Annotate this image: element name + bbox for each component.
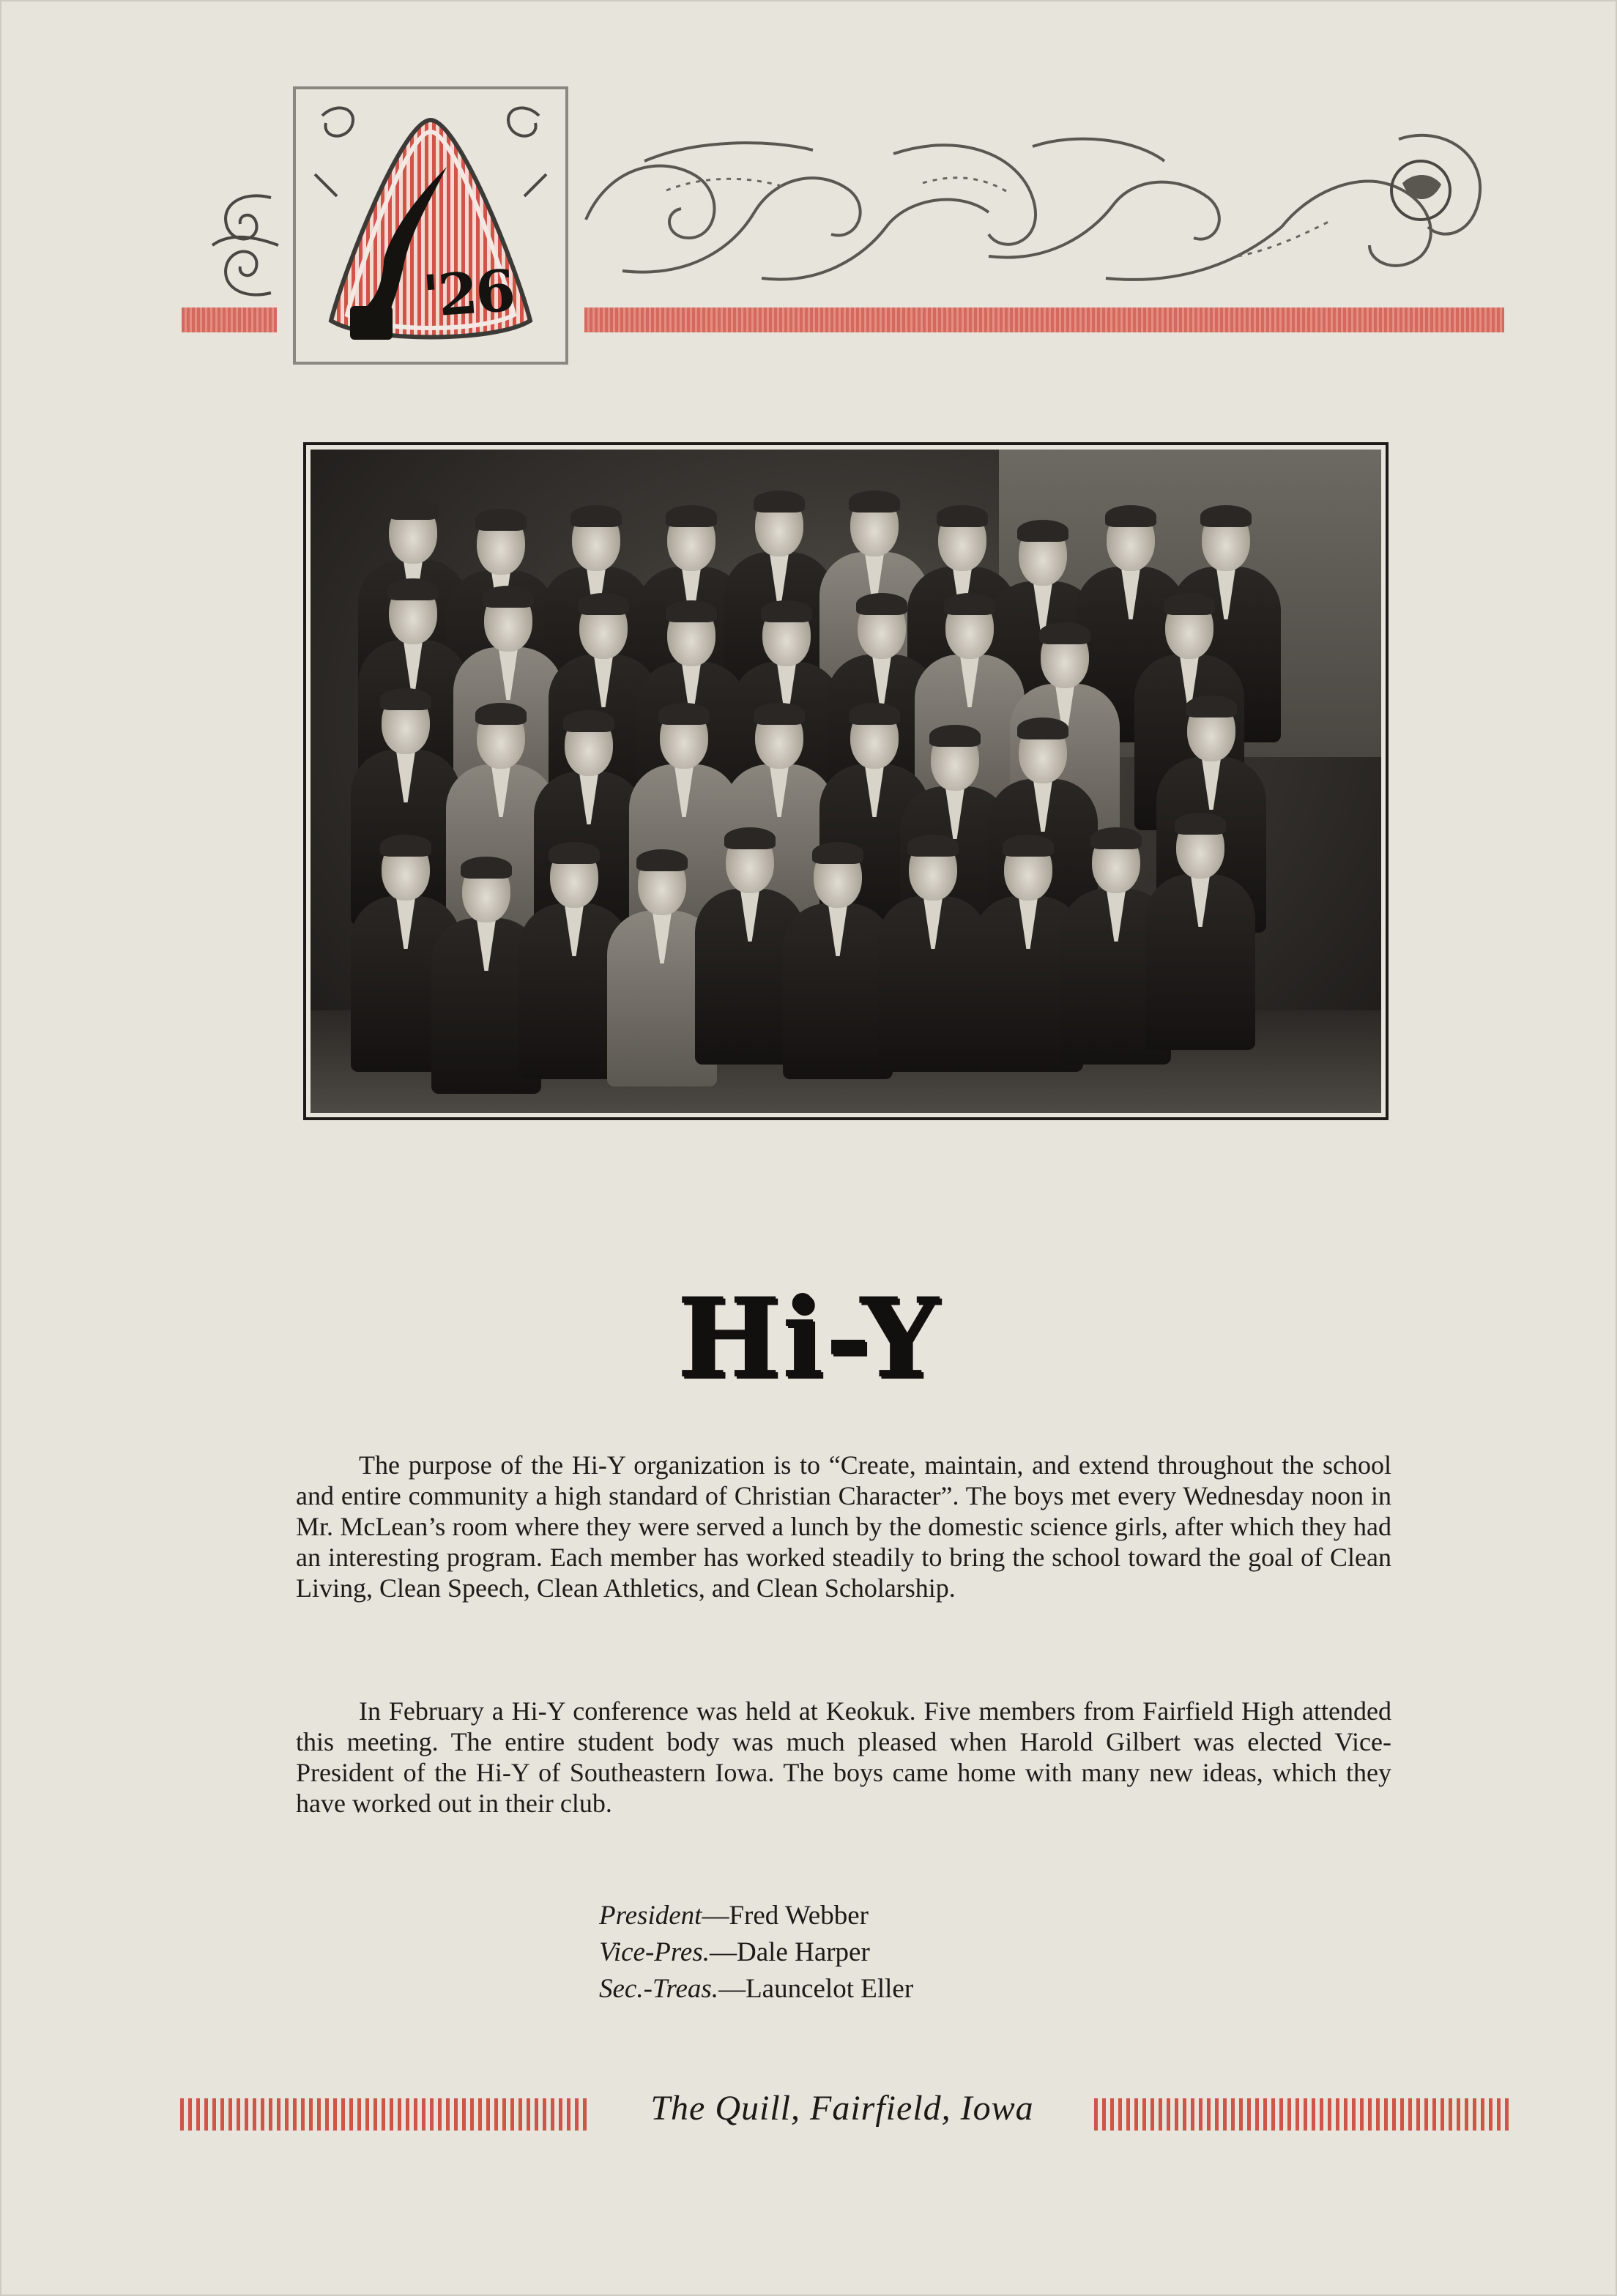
officer-name: —Launcelot Eller	[718, 1974, 914, 2004]
officer-entry	[599, 1934, 913, 1971]
scroll-ornament-right-icon	[579, 110, 1501, 308]
officer-role: President	[599, 1901, 702, 1931]
body-paragraph: The purpose of the Hi-Y organization is to “Create, maintain, and extend throughout the school and entire community a high standard of Christian Character”. The boys met every Wednesday noon in Mr. McLean’s room where they were served a lunch by the domestic science girls, after which they had an interesting program. Each member has worked steadily to bring the school toward the goal of Clean Living, Clean Speech, Clean Athletics, and Clean Scholarship.	[296, 1450, 1391, 1603]
footer-bar-left	[180, 2098, 590, 2131]
officer-name: —Dale Harper	[710, 1937, 870, 1967]
page-title: Hi-Y	[677, 1274, 940, 1403]
header-rule-right	[584, 308, 1504, 332]
emblem-number: '26	[420, 257, 516, 331]
header-rule-left	[182, 308, 277, 332]
officer-role: Sec.-Treas.	[599, 1974, 719, 2004]
officers-list	[599, 1898, 913, 2008]
footer-text: The Quill, Fairfield, Iowa	[650, 2089, 1034, 2128]
body-paragraph: In February a Hi-Y conference was held at Keokuk. Five members from Fairfield High attended this meeting. The entire student body was much pleased when Harold Gilbert was elected Vice-President of the Hi-Y of Southeastern Iowa. The boys came home with many new ideas, which they have worked out in their club.	[296, 1696, 1391, 1818]
officer-role: Vice-Pres.	[599, 1937, 710, 1967]
officer-entry	[599, 1898, 913, 1934]
scroll-ornament-left-icon	[198, 183, 293, 308]
member-figure	[1138, 816, 1263, 1050]
officer-entry	[599, 1971, 913, 2008]
header-ornament	[0, 0, 1617, 381]
group-photo	[311, 450, 1381, 1113]
footer-bar-right	[1094, 2098, 1509, 2131]
officer-name: —Fred Webber	[702, 1901, 869, 1931]
